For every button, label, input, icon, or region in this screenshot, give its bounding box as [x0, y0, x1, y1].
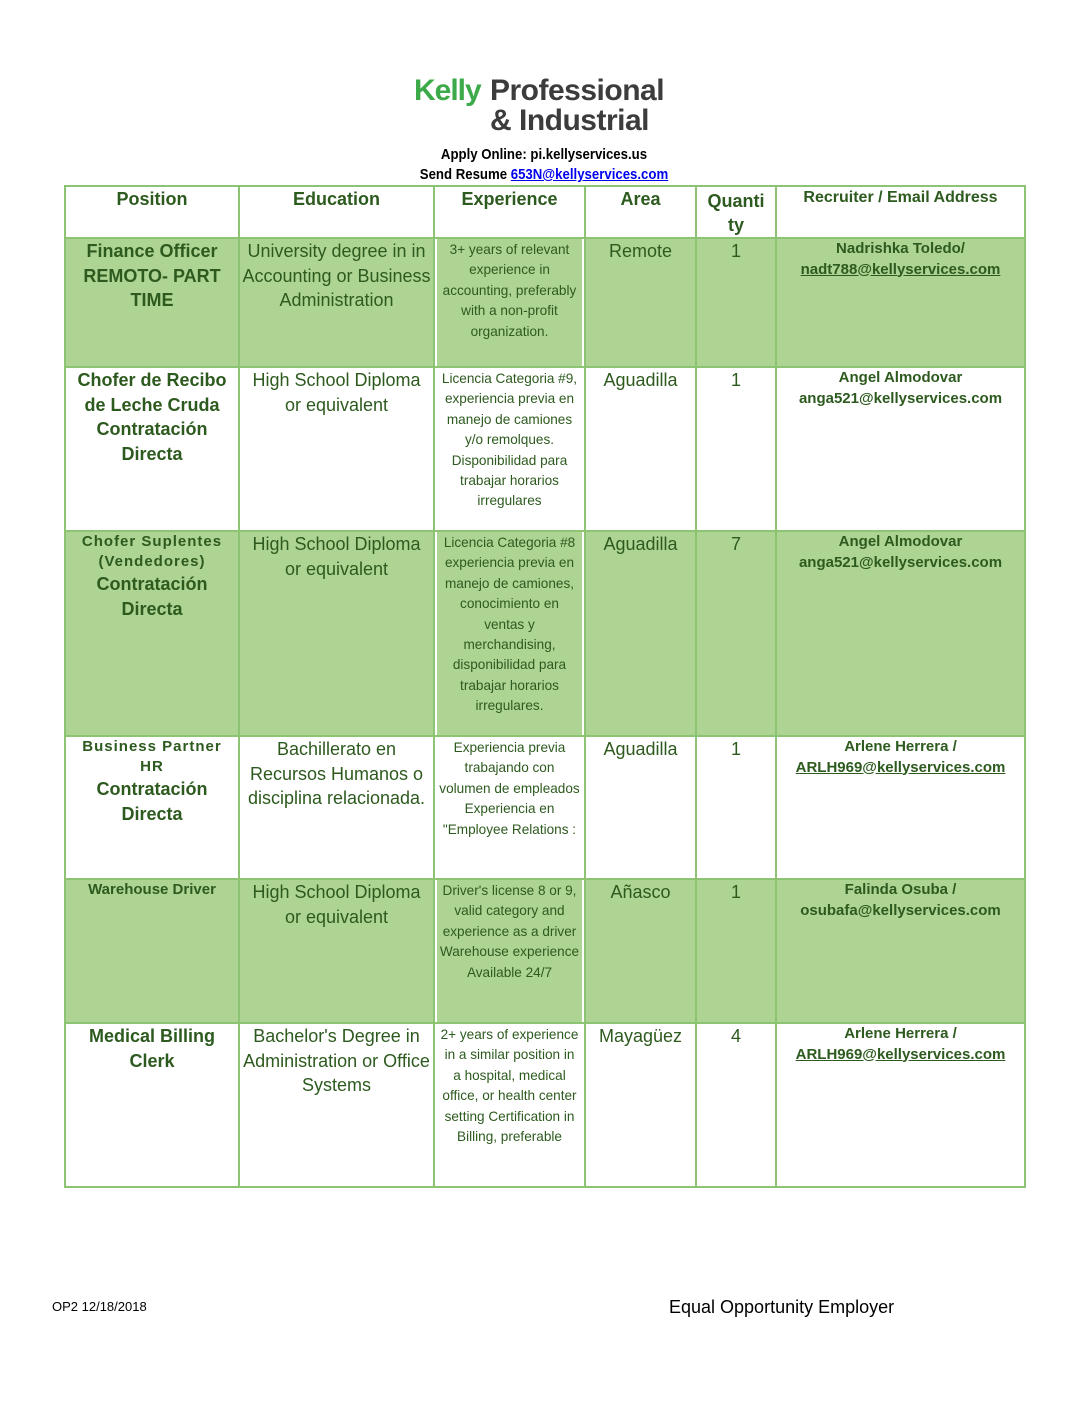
- area-cell: Aguadilla: [585, 531, 696, 736]
- position-title: Finance Officer: [86, 241, 218, 261]
- area-cell: Aguadilla: [585, 367, 696, 531]
- send-resume-email-link[interactable]: 653N@kellyservices.com: [510, 166, 669, 183]
- recruiter-name: Nadrishka Toledo/: [836, 240, 965, 257]
- position-title: Medical Billing Clerk: [88, 1026, 216, 1071]
- quantity-cell: 1: [696, 367, 776, 531]
- recruiter-cell: [776, 736, 1025, 879]
- position-cell: [65, 879, 239, 1023]
- education-cell: High School Diploma or equivalent: [239, 879, 434, 1023]
- experience-cell: Experiencia previa trabajando con volumen de empleados Experiencia en "Employee Relations :: [436, 736, 582, 879]
- experience-cell: Driver's license 8 or 9, valid category and experience as a driver Warehouse experience Available 24/7: [436, 879, 582, 1023]
- area-cell: Añasco: [585, 879, 696, 1023]
- recruiter-email-link[interactable]: ARLH969@kellyservices.com: [795, 758, 1006, 776]
- education-cell: Bachelor's Degree in Administration or Office Systems: [239, 1023, 434, 1187]
- experience-cell: 3+ years of relevant experience in accounting, preferably with a non-profit organization.: [436, 238, 582, 367]
- position-cell: [65, 531, 239, 736]
- position-title: Warehouse Driver: [88, 881, 216, 898]
- experience-cell: 2+ years of experience in a similar position in a hospital, medical office, or health center setting Certification in Billing, preferable: [436, 1023, 582, 1187]
- column-header-position: Position: [65, 186, 239, 238]
- area-cell: Mayagüez: [585, 1023, 696, 1187]
- position-subtitle: Contratación Directa: [96, 779, 208, 824]
- jobs-table: [64, 185, 1026, 1188]
- recruiter-cell: [776, 879, 1025, 1023]
- recruiter-name: Arlene Herrera /: [844, 738, 957, 755]
- logo-line-1: Professional: [490, 74, 665, 107]
- recruiter-name: Arlene Herrera /: [844, 1025, 957, 1042]
- send-resume-label: Send Resume: [419, 166, 511, 183]
- table-row: [65, 736, 1025, 879]
- recruiter-cell: [776, 238, 1025, 367]
- education-cell: High School Diploma or equivalent: [239, 531, 434, 736]
- logo-brand: Kelly: [414, 74, 481, 107]
- column-header-area: Area: [585, 186, 696, 238]
- send-resume-line: [65, 166, 1022, 183]
- column-header-experience: Experience: [434, 186, 585, 238]
- logo-line-2: & Industrial: [490, 104, 650, 137]
- kelly-logo: [414, 74, 674, 136]
- position-title: Chofer Suplentes (Vendedores): [81, 533, 223, 570]
- area-cell: Remote: [585, 238, 696, 367]
- quantity-cell: 1: [696, 238, 776, 367]
- quantity-cell: 4: [696, 1023, 776, 1187]
- experience-cell: Licencia Categoria #8 experiencia previa en manejo de camiones, conocimiento en ventas y merchandising, disponibilidad para trabajar horarios irregulares.: [436, 531, 582, 736]
- table-header-row: [65, 186, 1025, 238]
- education-cell: Bachillerato en Recursos Humanos o disciplina relacionada.: [239, 736, 434, 879]
- education-cell: University degree in in Accounting or Business Administration: [239, 238, 434, 367]
- table-row: [65, 879, 1025, 1023]
- table-row: [65, 238, 1025, 367]
- column-header-education: Education: [239, 186, 434, 238]
- apply-online-text: Apply Online: pi.kellyservices.us: [440, 146, 648, 163]
- recruiter-name: Falinda Osuba /: [844, 881, 957, 898]
- position-subtitle: Contratación Directa: [96, 574, 208, 619]
- table-row: [65, 1023, 1025, 1187]
- recruiter-name: Angel Almodovar: [838, 369, 963, 386]
- quantity-cell: 1: [696, 879, 776, 1023]
- position-cell: [65, 736, 239, 879]
- recruiter-email-link[interactable]: nadt788@kellyservices.com: [800, 260, 1001, 278]
- recruiter-cell: [776, 367, 1025, 531]
- table-row: [65, 367, 1025, 531]
- area-cell: Aguadilla: [585, 736, 696, 879]
- document-code: OP2 12/18/2018: [52, 1299, 147, 1314]
- position-cell: [65, 238, 239, 367]
- position-title: Chofer de Recibo de Leche Cruda: [77, 370, 227, 415]
- recruiter-cell: [776, 1023, 1025, 1187]
- quantity-cell: 1: [696, 736, 776, 879]
- position-cell: [65, 367, 239, 531]
- recruiter-email-link[interactable]: ARLH969@kellyservices.com: [795, 1045, 1006, 1063]
- recruiter-email[interactable]: osubafa@kellyservices.com: [800, 901, 1001, 919]
- equal-opportunity-employer: Equal Opportunity Employer: [669, 1297, 895, 1317]
- recruiter-name: Angel Almodovar: [838, 533, 963, 550]
- position-subtitle: REMOTO- PART TIME: [83, 265, 221, 310]
- recruiter-email[interactable]: anga521@kellyservices.com: [798, 553, 1003, 571]
- position-title: Business Partner HR: [82, 738, 222, 775]
- experience-cell: Licencia Categoria #9, experiencia previa en manejo de camiones y/o remolques. Disponibilidad para trabajar horarios irregulares: [436, 367, 582, 531]
- column-header-recruiter: Recruiter / Email Address: [776, 186, 1025, 238]
- column-header-quantity: Quanti ty: [696, 186, 776, 238]
- recruiter-email[interactable]: anga521@kellyservices.com: [798, 389, 1003, 407]
- position-cell: [65, 1023, 239, 1187]
- position-subtitle: Contratación Directa: [96, 419, 208, 464]
- quantity-cell: 7: [696, 531, 776, 736]
- table-row: [65, 531, 1025, 736]
- education-cell: High School Diploma or equivalent: [239, 367, 434, 531]
- recruiter-cell: [776, 531, 1025, 736]
